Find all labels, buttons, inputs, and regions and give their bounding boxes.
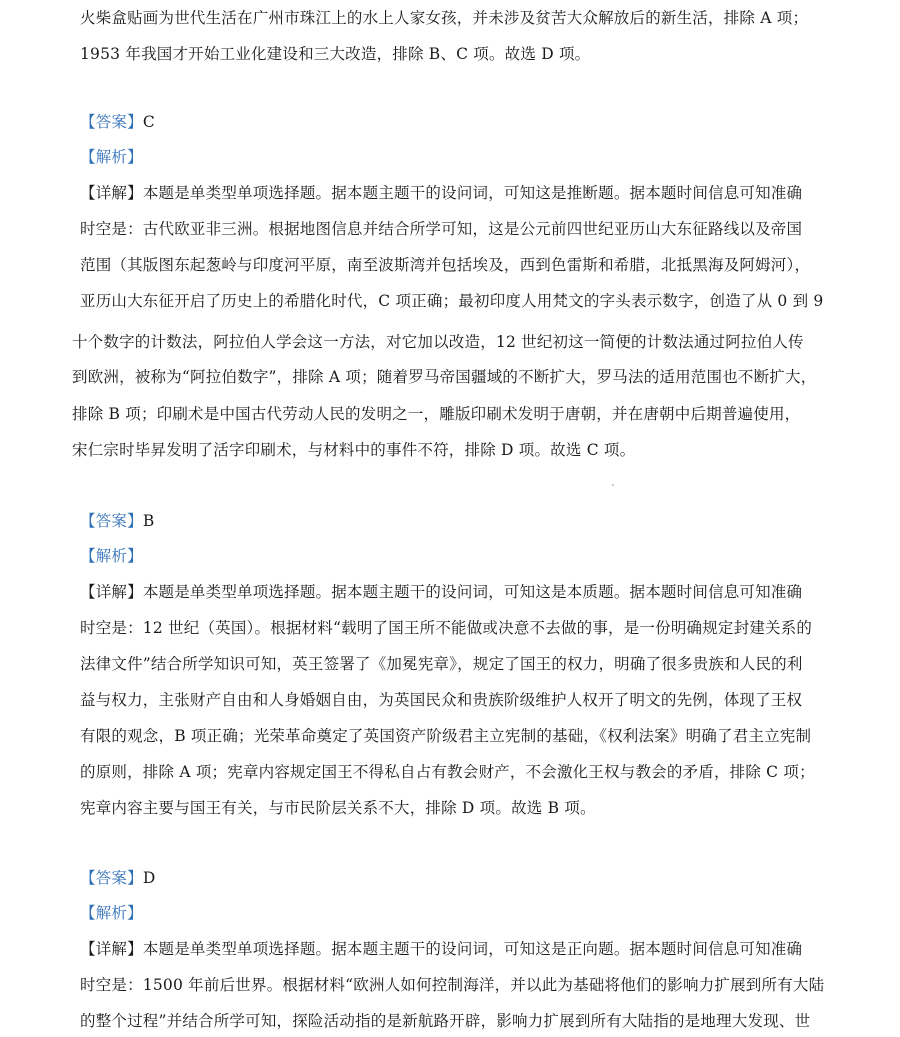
detail-line: 到欧洲，被称为“阿拉伯数字”，排除 A 项；随着罗马帝国疆域的不断扩大，罗马法的适用范围也不断扩大， bbox=[72, 368, 817, 386]
detail-label: 【详解】 bbox=[80, 583, 143, 601]
detail-text: 本题是单类型单项选择题。据本题主题干的设问词，可知这是推断题。据本题时间信息可知准确 bbox=[142, 184, 803, 202]
answer-label: 【答案】 bbox=[80, 869, 143, 887]
detail-line: 时空是：1500 年前后世界。根据材料“欧洲人如何控制海洋，并以此为基础将他们的影响力扩展到所有大陆 bbox=[80, 976, 825, 994]
detail-line bbox=[80, 183, 802, 203]
analysis-label: 【解析】 bbox=[80, 547, 143, 565]
analysis-label: 【解析】 bbox=[80, 904, 143, 922]
intro-line-2: 1953 年我国才开始工业化建设和三大改造，排除 B、C 项。故选 D 项。 bbox=[80, 45, 591, 63]
detail-text: 本题是单类型单项选择题。据本题主题干的设问词，可知这是正向题。据本题时间信息可知准确 bbox=[142, 940, 803, 958]
page-speck bbox=[612, 484, 614, 486]
detail-line: 益与权力，主张财产自由和人身婚姻自由，为英国民众和贵族阶级维护人权开了明文的先例，体现了王权 bbox=[80, 691, 803, 709]
answer-value: D bbox=[142, 869, 156, 887]
detail-line: 范围（其版图东起葱岭与印度河平原，南至波斯湾并包括埃及，西到色雷斯和希腊，北抵黑海及阿姆河）， bbox=[80, 256, 811, 274]
detail-line: 的原则，排除 A 项；宪章内容规定国王不得私自占有教会财产，不会激化王权与教会的矛盾，排除 C 项； bbox=[80, 763, 815, 781]
answer-label: 【答案】 bbox=[80, 113, 143, 131]
detail-line: 时空是：古代欧亚非三洲。根据地图信息并结合所学可知，这是公元前四世纪亚历山大东征路线以及帝国 bbox=[80, 220, 803, 238]
detail-label: 【详解】 bbox=[80, 940, 143, 958]
detail-line: 的整个过程”并结合所学可知，探险活动指的是新航路开辟，影响力扩展到所有大陆指的是地理大发现、世 bbox=[80, 1012, 811, 1030]
answer-value: B bbox=[142, 512, 155, 530]
detail-text: 本题是单类型单项选择题。据本题主题干的设问词，可知这是本质题。据本题时间信息可知准确 bbox=[142, 583, 803, 601]
detail-line: 宪章内容主要与国王有关，与市民阶层关系不大，排除 D 项。故选 B 项。 bbox=[80, 799, 596, 817]
answer-label: 【答案】 bbox=[80, 512, 143, 530]
answer-value: C bbox=[142, 113, 155, 131]
detail-line: 法律文件”结合所学知识可知，英王签署了《加冕宪章》，规定了国王的权力，明确了很多贵族和人民的利 bbox=[80, 655, 803, 673]
detail-line bbox=[80, 582, 802, 602]
detail-label: 【详解】 bbox=[80, 184, 143, 202]
answer-row bbox=[80, 511, 154, 531]
answer-row bbox=[80, 868, 155, 888]
detail-line: 宋仁宗时毕昇发明了活字印刷术，与材料中的事件不符，排除 D 项。故选 C 项。 bbox=[72, 441, 636, 459]
detail-line: 亚历山大东征开启了历史上的希腊化时代，C 项正确；最初印度人用梵文的字头表示数字，创造了从 0 到 9 bbox=[80, 292, 824, 310]
detail-line: 时空是：12 世纪（英国）。根据材料“载明了国王所不能做或决意不去做的事，是一份明确规定封建关系的 bbox=[80, 619, 813, 637]
detail-line: 排除 B 项；印刷术是中国古代劳动人民的发明之一，雕版印刷术发明于唐朝，并在唐朝中后期普遍使用， bbox=[72, 405, 801, 423]
intro-line-1: 火柴盒贴画为世代生活在广州市珠江上的水上人家女孩，并未涉及贫苦大众解放后的新生活，排除 A 项； bbox=[80, 9, 809, 27]
analysis-label: 【解析】 bbox=[80, 148, 143, 166]
answer-row bbox=[80, 112, 155, 132]
detail-line bbox=[80, 939, 802, 959]
detail-line: 十个数字的计数法，阿拉伯人学会这一方法，对它加以改造，12 世纪初这一简便的计数法通过阿拉伯人传 bbox=[72, 333, 804, 351]
detail-line: 有限的观念，B 项正确；光荣革命奠定了英国资产阶级君主立宪制的基础，《权利法案》明确了君主立宪制 bbox=[80, 727, 812, 745]
